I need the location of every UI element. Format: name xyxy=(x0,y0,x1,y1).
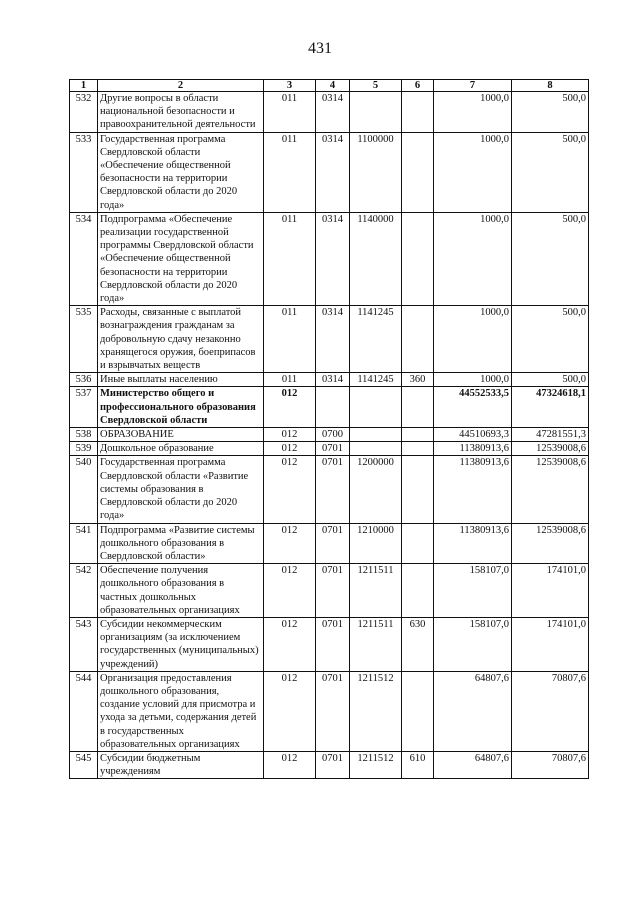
header-row xyxy=(70,80,589,92)
amount-year-2: 12539008,6 xyxy=(512,442,589,456)
amount-year-1: 11380913,6 xyxy=(434,442,512,456)
amount-year-2: 12539008,6 xyxy=(512,456,589,523)
section-code: 0314 xyxy=(316,373,350,387)
amount-year-1: 64807,6 xyxy=(434,751,512,778)
ministry-code: 012 xyxy=(264,428,316,442)
amount-year-1: 44510693,3 xyxy=(434,428,512,442)
expense-type-code xyxy=(402,564,434,618)
section-code: 0701 xyxy=(316,671,350,751)
ministry-code: 012 xyxy=(264,564,316,618)
table-row xyxy=(70,442,589,456)
target-article-code: 1100000 xyxy=(350,132,402,212)
target-article-code xyxy=(350,442,402,456)
target-article-code xyxy=(350,92,402,133)
table-row xyxy=(70,387,589,428)
row-number: 535 xyxy=(70,306,98,373)
amount-year-2: 500,0 xyxy=(512,212,589,305)
amount-year-2: 174101,0 xyxy=(512,564,589,618)
target-article-code: 1141245 xyxy=(350,373,402,387)
ministry-code: 011 xyxy=(264,132,316,212)
expense-type-code xyxy=(402,306,434,373)
table-row xyxy=(70,456,589,523)
row-number: 539 xyxy=(70,442,98,456)
row-name: Подпрограмма «Обеспечение реализации государственной программы Свердловской области «Обеспечение общественной безопасности на территории Свердловской области до 2020 года» xyxy=(98,212,264,305)
section-code: 0314 xyxy=(316,132,350,212)
row-number: 534 xyxy=(70,212,98,305)
expense-type-code xyxy=(402,428,434,442)
row-name: Министерство общего и профессионального образования Свердловской области xyxy=(98,387,264,428)
amount-year-2: 500,0 xyxy=(512,92,589,133)
row-name: Государственная программа Свердловской области «Обеспечение общественной безопасности на территории Свердловской области до 2020 года» xyxy=(98,132,264,212)
ministry-code: 012 xyxy=(264,671,316,751)
amount-year-2: 12539008,6 xyxy=(512,523,589,564)
expense-type-code xyxy=(402,92,434,133)
expense-type-code: 610 xyxy=(402,751,434,778)
row-number: 545 xyxy=(70,751,98,778)
amount-year-1: 1000,0 xyxy=(434,212,512,305)
row-name: Субсидии бюджетным учреждениям xyxy=(98,751,264,778)
row-number: 533 xyxy=(70,132,98,212)
section-code: 0701 xyxy=(316,564,350,618)
table-row xyxy=(70,671,589,751)
expense-type-code xyxy=(402,442,434,456)
expense-type-code: 360 xyxy=(402,373,434,387)
table-row xyxy=(70,92,589,133)
amount-year-2: 47281551,3 xyxy=(512,428,589,442)
target-article-code xyxy=(350,387,402,428)
amount-year-1: 1000,0 xyxy=(434,92,512,133)
expense-type-code xyxy=(402,523,434,564)
section-code: 0701 xyxy=(316,456,350,523)
section-code: 0701 xyxy=(316,751,350,778)
row-name: Субсидии некоммерческим организациям (за исключением государственных (муниципальных) учреждений) xyxy=(98,617,264,671)
column-header-4: 4 xyxy=(316,80,350,92)
amount-year-1: 1000,0 xyxy=(434,373,512,387)
row-number: 543 xyxy=(70,617,98,671)
ministry-code: 011 xyxy=(264,92,316,133)
column-header-3: 3 xyxy=(264,80,316,92)
ministry-code: 011 xyxy=(264,306,316,373)
amount-year-1: 1000,0 xyxy=(434,306,512,373)
amount-year-2: 500,0 xyxy=(512,306,589,373)
column-header-8: 8 xyxy=(512,80,589,92)
section-code: 0314 xyxy=(316,212,350,305)
target-article-code: 1141245 xyxy=(350,306,402,373)
target-article-code: 1211512 xyxy=(350,751,402,778)
column-header-7: 7 xyxy=(434,80,512,92)
row-number: 542 xyxy=(70,564,98,618)
table-body xyxy=(70,92,589,779)
page-number: 431 xyxy=(308,40,332,57)
ministry-code: 011 xyxy=(264,212,316,305)
ministry-code: 012 xyxy=(264,751,316,778)
expense-type-code xyxy=(402,132,434,212)
row-number: 540 xyxy=(70,456,98,523)
row-number: 536 xyxy=(70,373,98,387)
section-code: 0700 xyxy=(316,428,350,442)
budget-table xyxy=(69,79,589,779)
column-header-1: 1 xyxy=(70,80,98,92)
section-code: 0314 xyxy=(316,306,350,373)
amount-year-2: 47324618,1 xyxy=(512,387,589,428)
table-row xyxy=(70,373,589,387)
column-header-2: 2 xyxy=(98,80,264,92)
amount-year-1: 1000,0 xyxy=(434,132,512,212)
amount-year-1: 44552533,5 xyxy=(434,387,512,428)
row-name: Дошкольное образование xyxy=(98,442,264,456)
ministry-code: 012 xyxy=(264,442,316,456)
expense-type-code xyxy=(402,456,434,523)
amount-year-2: 70807,6 xyxy=(512,671,589,751)
row-name: Организация предоставления дошкольного образования, создание условий для присмотра и ухода за детьми, содержания детей в государственных образовательных организациях xyxy=(98,671,264,751)
target-article-code: 1140000 xyxy=(350,212,402,305)
expense-type-code: 630 xyxy=(402,617,434,671)
target-article-code: 1210000 xyxy=(350,523,402,564)
ministry-code: 011 xyxy=(264,373,316,387)
amount-year-1: 11380913,6 xyxy=(434,523,512,564)
section-code: 0701 xyxy=(316,617,350,671)
expense-type-code xyxy=(402,212,434,305)
section-code xyxy=(316,387,350,428)
table-row xyxy=(70,306,589,373)
ministry-code: 012 xyxy=(264,456,316,523)
amount-year-2: 500,0 xyxy=(512,373,589,387)
row-name: ОБРАЗОВАНИЕ xyxy=(98,428,264,442)
target-article-code xyxy=(350,428,402,442)
section-code: 0701 xyxy=(316,442,350,456)
section-code: 0314 xyxy=(316,92,350,133)
amount-year-2: 500,0 xyxy=(512,132,589,212)
amount-year-1: 11380913,6 xyxy=(434,456,512,523)
row-number: 538 xyxy=(70,428,98,442)
ministry-code: 012 xyxy=(264,617,316,671)
ministry-code: 012 xyxy=(264,387,316,428)
amount-year-1: 158107,0 xyxy=(434,617,512,671)
target-article-code: 1211511 xyxy=(350,617,402,671)
table-row xyxy=(70,564,589,618)
column-header-5: 5 xyxy=(350,80,402,92)
column-header-6: 6 xyxy=(402,80,434,92)
row-name: Государственная программа Свердловской области «Развитие системы образования в Свердловской области до 2020 года» xyxy=(98,456,264,523)
row-name: Подпрограмма «Развитие системы дошкольного образования в Свердловской области» xyxy=(98,523,264,564)
row-number: 541 xyxy=(70,523,98,564)
target-article-code: 1211512 xyxy=(350,671,402,751)
expense-type-code xyxy=(402,671,434,751)
row-name: Другие вопросы в области национальной безопасности и правоохранительной деятельности xyxy=(98,92,264,133)
ministry-code: 012 xyxy=(264,523,316,564)
table-row xyxy=(70,523,589,564)
table-row xyxy=(70,132,589,212)
row-name: Обеспечение получения дошкольного образования в частных дошкольных образовательных организациях xyxy=(98,564,264,618)
row-number: 537 xyxy=(70,387,98,428)
amount-year-2: 70807,6 xyxy=(512,751,589,778)
table-row xyxy=(70,617,589,671)
table-row xyxy=(70,428,589,442)
target-article-code: 1211511 xyxy=(350,564,402,618)
table-row xyxy=(70,751,589,778)
row-number: 544 xyxy=(70,671,98,751)
amount-year-1: 64807,6 xyxy=(434,671,512,751)
amount-year-2: 174101,0 xyxy=(512,617,589,671)
expense-type-code xyxy=(402,387,434,428)
table-row xyxy=(70,212,589,305)
row-name: Расходы, связанные с выплатой вознаграждения гражданам за добровольную сдачу незаконно хранящегося оружия, боеприпасов и взрывчатых веществ xyxy=(98,306,264,373)
section-code: 0701 xyxy=(316,523,350,564)
row-number: 532 xyxy=(70,92,98,133)
amount-year-1: 158107,0 xyxy=(434,564,512,618)
row-name: Иные выплаты населению xyxy=(98,373,264,387)
target-article-code: 1200000 xyxy=(350,456,402,523)
